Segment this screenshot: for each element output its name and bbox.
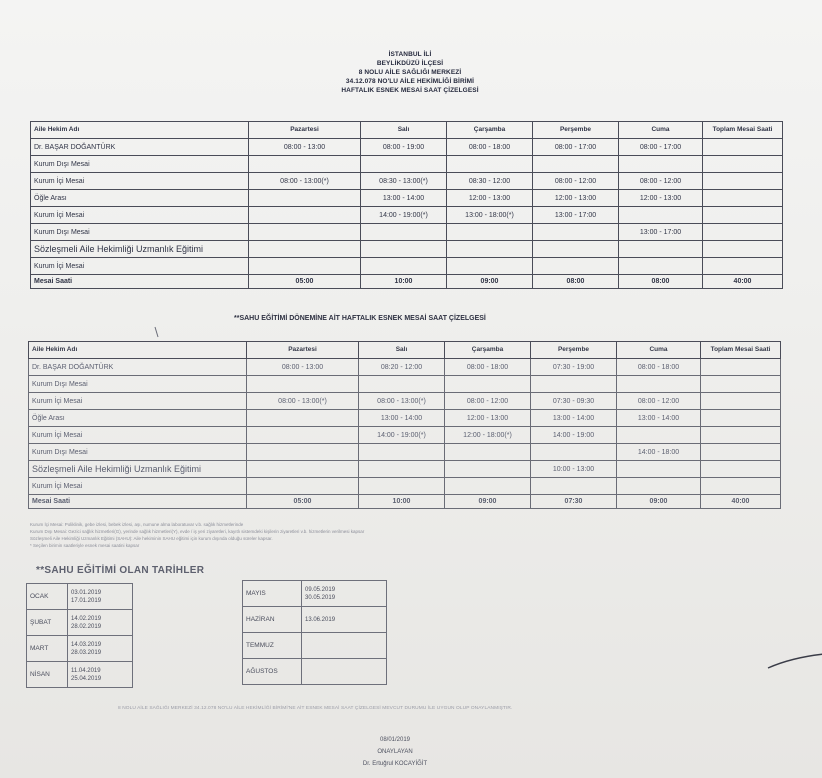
date-cell (68, 584, 133, 610)
schedule-cell (249, 156, 361, 173)
date-row (243, 659, 387, 685)
date-row (243, 607, 387, 633)
schedule-cell (617, 478, 701, 495)
schedule-cell: 08:00 - 12:00 (619, 173, 703, 190)
schedule-cell (701, 444, 781, 461)
date-cell (68, 610, 133, 636)
table-row (29, 478, 781, 495)
col-header: Toplam Mesai Saati (703, 122, 783, 139)
schedule-cell: 08:00 - 17:00 (533, 139, 619, 156)
schedule-cell: 07:30 - 19:00 (531, 359, 617, 376)
row-label: Kurum Dışı Mesai (29, 376, 247, 393)
schedule-cell: 08:00 - 13:00(*) (359, 393, 445, 410)
pen-mark (766, 652, 822, 670)
schedule-cell: 08:30 - 12:00 (447, 173, 533, 190)
month-label: AĞUSTOS (243, 659, 302, 685)
schedule-cell: 10:00 - 13:00 (531, 461, 617, 478)
schedule-cell: 08:30 - 13:00(*) (361, 173, 447, 190)
schedule-cell: 12:00 - 13:00 (533, 190, 619, 207)
schedule-cell (533, 156, 619, 173)
schedule-cell (701, 478, 781, 495)
row-label: Kurum Dışı Mesai (31, 224, 249, 241)
date-row (27, 636, 133, 662)
date-cell (68, 636, 133, 662)
schedule-cell: 08:00 - 13:00(*) (247, 393, 359, 410)
schedule-cell: 13:00 - 14:00 (361, 190, 447, 207)
schedule-cell (249, 258, 361, 275)
schedule-cell (701, 461, 781, 478)
schedule-cell: 08:00 - 12:00 (445, 393, 531, 410)
schedule-cell (619, 156, 703, 173)
sahu-dates-table-right (242, 580, 387, 685)
row-label: Kurum İçi Mesai (31, 207, 249, 224)
approval-date: 08/01/2019 (379, 737, 411, 743)
row-label: Sözleşmeli Aile Hekimliği Uzmanlık Eğitimi (31, 241, 249, 258)
note-line: Sözleşmeli Aile Hekimliği Uzmanlık Eğitimi (SAHU): Aile hekiminin SAHU eğitimi için kurum dışında olduğu süreler kapsar. (30, 536, 273, 541)
schedule-cell: 08:20 - 12:00 (359, 359, 445, 376)
row-label: Kurum İçi Mesai (31, 173, 249, 190)
date-row (27, 584, 133, 610)
month-label: TEMMUZ (243, 633, 302, 659)
col-header: Cuma (617, 342, 701, 359)
table-row (31, 241, 783, 258)
total-label: Mesai Saati (31, 275, 249, 289)
col-header: Aile Hekim Adı (29, 342, 247, 359)
date-cell (302, 633, 387, 659)
table-row (31, 173, 783, 190)
schedule-cell (247, 376, 359, 393)
col-header: Pazartesi (247, 342, 359, 359)
schedule-cell: 08:00 - 19:00 (361, 139, 447, 156)
pen-mark (154, 326, 160, 338)
date-cell (302, 581, 387, 607)
table-row (29, 359, 781, 376)
total-cell: 08:00 (533, 275, 619, 289)
document-header (250, 50, 570, 95)
approval-label: ONAYLAYAN (377, 749, 413, 755)
schedule-cell (701, 359, 781, 376)
header-district: BEYLİKDÜZÜ İLÇESİ (376, 60, 444, 67)
schedule-cell (703, 173, 783, 190)
schedule-cell (361, 241, 447, 258)
schedule-cell (531, 444, 617, 461)
col-header: Salı (361, 122, 447, 139)
month-label: NİSAN (27, 662, 68, 688)
col-header: Pazartesi (249, 122, 361, 139)
month-label: MAYIS (243, 581, 302, 607)
schedule-cell (447, 156, 533, 173)
schedule-cell (247, 427, 359, 444)
schedule-cell (533, 241, 619, 258)
schedule-cell (703, 207, 783, 224)
header-unit: 34.12.078 NO'LU AİLE HEKİMLİĞİ BİRİMİ (345, 78, 475, 85)
schedule-cell (247, 410, 359, 427)
schedule-cell (703, 258, 783, 275)
sahu-schedule-table (28, 341, 781, 509)
date-value: 28.02.2019 (71, 623, 102, 630)
row-label: Dr. BAŞAR DOĞANTÜRK (31, 139, 249, 156)
row-label: Öğle Arası (31, 190, 249, 207)
total-cell: 40:00 (703, 275, 783, 289)
schedule-cell (249, 241, 361, 258)
header-province: İSTANBUL İLİ (388, 51, 432, 58)
schedule-cell (359, 376, 445, 393)
table-row (29, 427, 781, 444)
date-cell (302, 659, 387, 685)
col-header: Çarşamba (445, 342, 531, 359)
schedule-cell (447, 258, 533, 275)
schedule-cell: 13:00 - 17:00 (619, 224, 703, 241)
schedule-cell (359, 444, 445, 461)
explanatory-notes (30, 521, 364, 549)
schedule-cell (703, 190, 783, 207)
approver-name: Dr. Ertuğrul KOCAYİĞİT (362, 761, 428, 767)
date-row (27, 662, 133, 688)
total-cell: 08:00 (619, 275, 703, 289)
table-row (31, 190, 783, 207)
schedule-cell: 08:00 - 18:00 (617, 359, 701, 376)
schedule-cell (447, 241, 533, 258)
schedule-cell: 08:00 - 13:00 (249, 139, 361, 156)
row-label: Kurum İçi Mesai (31, 258, 249, 275)
row-label: Kurum İçi Mesai (29, 427, 247, 444)
sahu-dates-table-left (26, 583, 133, 688)
schedule-cell (617, 461, 701, 478)
schedule-cell (445, 376, 531, 393)
schedule-cell (361, 258, 447, 275)
schedule-cell (531, 376, 617, 393)
date-row (243, 581, 387, 607)
schedule-cell (531, 478, 617, 495)
col-header: Aile Hekim Adı (31, 122, 249, 139)
schedule-cell: 08:00 - 18:00 (445, 359, 531, 376)
header-title: HAFTALIK ESNEK MESAİ SAAT ÇİZELGESİ (341, 87, 479, 94)
schedule-cell (447, 224, 533, 241)
date-value: 28.03.2019 (71, 649, 102, 656)
total-cell: 10:00 (361, 275, 447, 289)
schedule-cell: 08:00 - 12:00 (617, 393, 701, 410)
row-label: Kurum İçi Mesai (29, 393, 247, 410)
schedule-cell (247, 478, 359, 495)
schedule-cell: 12:00 - 13:00 (445, 410, 531, 427)
schedule-cell (701, 410, 781, 427)
schedule-cell (703, 139, 783, 156)
table-row (31, 139, 783, 156)
schedule-cell (617, 376, 701, 393)
table-row (31, 258, 783, 275)
schedule-cell: 14:00 - 19:00 (531, 427, 617, 444)
schedule-cell (249, 190, 361, 207)
schedule-cell: 08:00 - 12:00 (533, 173, 619, 190)
schedule-cell (701, 393, 781, 410)
row-label: Öğle Arası (29, 410, 247, 427)
schedule-cell (619, 207, 703, 224)
weekly-schedule-table (30, 121, 783, 289)
date-row (27, 610, 133, 636)
schedule-cell (359, 478, 445, 495)
total-cell: 09:00 (445, 495, 531, 509)
table-row (31, 224, 783, 241)
schedule-cell: 12:00 - 18:00(*) (445, 427, 531, 444)
date-value: 14.02.2019 (71, 615, 102, 622)
schedule-cell: 13:00 - 18:00(*) (447, 207, 533, 224)
schedule-cell (617, 427, 701, 444)
schedule-cell: 08:00 - 13:00(*) (249, 173, 361, 190)
total-cell: 07:30 (531, 495, 617, 509)
total-row (31, 275, 783, 289)
table-header-row (29, 342, 781, 359)
schedule-cell (703, 224, 783, 241)
table-row (29, 461, 781, 478)
row-label: Dr. BAŞAR DOĞANTÜRK (29, 359, 247, 376)
total-label: Mesai Saati (29, 495, 247, 509)
schedule-cell: 13:00 - 14:00 (531, 410, 617, 427)
schedule-cell (703, 156, 783, 173)
schedule-cell (359, 461, 445, 478)
schedule-cell: 12:00 - 13:00 (619, 190, 703, 207)
schedule-cell: 14:00 - 18:00 (617, 444, 701, 461)
schedule-cell: 12:00 - 13:00 (447, 190, 533, 207)
col-header: Perşembe (531, 342, 617, 359)
schedule-cell: 07:30 - 09:30 (531, 393, 617, 410)
schedule-cell (533, 258, 619, 275)
month-label: HAZİRAN (243, 607, 302, 633)
table-header-row (31, 122, 783, 139)
schedule-cell (533, 224, 619, 241)
schedule-cell: 14:00 - 19:00(*) (361, 207, 447, 224)
date-value: 25.04.2019 (71, 675, 102, 682)
date-value: 30.05.2019 (305, 594, 336, 601)
schedule-cell (445, 444, 531, 461)
note-line: Kurum Dışı Mesai: Gezici sağlık hizmetleri(G), yerinde sağlık hizmetleri(Y), evde / iş yeri ziyaretleri, kayıtlı sistemdeki kişilerin ziyaretleri v.b. hizmetlerin verilmesi kapsar (30, 529, 365, 534)
total-cell: 10:00 (359, 495, 445, 509)
schedule-cell (619, 258, 703, 275)
schedule-cell: 13:00 - 14:00 (359, 410, 445, 427)
month-label: ŞUBAT (27, 610, 68, 636)
table-row (29, 410, 781, 427)
col-header: Toplam Mesai Saati (701, 342, 781, 359)
schedule-cell (247, 461, 359, 478)
schedule-cell: 08:00 - 18:00 (447, 139, 533, 156)
signature-block (330, 734, 460, 770)
note-line: * Seçilen birimin saatleriyle esnek mesai saatini kapsar (30, 543, 140, 548)
schedule-cell: 13:00 - 17:00 (533, 207, 619, 224)
schedule-cell (703, 241, 783, 258)
schedule-cell (701, 427, 781, 444)
month-label: MART (27, 636, 68, 662)
date-value: 17.01.2019 (71, 597, 102, 604)
schedule-cell (619, 241, 703, 258)
schedule-cell: 08:00 - 17:00 (619, 139, 703, 156)
table-row (31, 156, 783, 173)
schedule-cell (445, 478, 531, 495)
total-cell: 05:00 (249, 275, 361, 289)
date-value: 09.05.2019 (305, 586, 336, 593)
date-row (243, 633, 387, 659)
schedule-cell: 13:00 - 14:00 (617, 410, 701, 427)
schedule-cell: 08:00 - 13:00 (247, 359, 359, 376)
schedule-cell (247, 444, 359, 461)
date-cell (68, 662, 133, 688)
sahu-schedule-title: **SAHU EĞİTİMİ DÖNEMİNE AİT HAFTALIK ESNEK MESAİ SAAT ÇİZELGESİ (234, 315, 486, 322)
table-row (29, 393, 781, 410)
row-label: Sözleşmeli Aile Hekimliği Uzmanlık Eğitimi (29, 461, 247, 478)
date-value: 03.01.2019 (71, 589, 102, 596)
schedule-cell (361, 224, 447, 241)
table-row (29, 444, 781, 461)
date-cell (302, 607, 387, 633)
row-label: Kurum İçi Mesai (29, 478, 247, 495)
note-line: Kurum İçi Mesai: Poliklinik, gebe izlesi, bebek izlesi, aşı, numune alma laboratuvar v.b. sağlık hizmetlerinde (30, 522, 244, 527)
col-header: Çarşamba (447, 122, 533, 139)
schedule-cell (249, 207, 361, 224)
col-header: Salı (359, 342, 445, 359)
total-row (29, 495, 781, 509)
table-row (31, 207, 783, 224)
table-row (29, 376, 781, 393)
row-label: Kurum Dışı Mesai (29, 444, 247, 461)
schedule-cell (701, 376, 781, 393)
schedule-cell (445, 461, 531, 478)
col-header: Perşembe (533, 122, 619, 139)
col-header: Cuma (619, 122, 703, 139)
date-value: 14.03.2019 (71, 641, 102, 648)
approval-statement: 8 NOLU AİLE SAĞLIĞI MERKEZİ 34.12.078 NO'LU AİLE HEKİMLİĞİ BİRİMİ'NE AİT ESNEK MESAİ SAAT ÇİZELGESİ MEVCUT DURUMU İLE UYGUN OLUP ONAYLANMIŞTIR. (118, 706, 513, 711)
total-cell: 09:00 (617, 495, 701, 509)
header-center: 8 NOLU AİLE SAĞLIĞI MERKEZİ (358, 69, 462, 76)
schedule-cell (249, 224, 361, 241)
schedule-cell: 14:00 - 19:00(*) (359, 427, 445, 444)
row-label: Kurum Dışı Mesai (31, 156, 249, 173)
sahu-dates-title: **SAHU EĞİTİMİ OLAN TARİHLER (36, 565, 205, 576)
date-value: 11.04.2019 (71, 667, 101, 674)
month-label: OCAK (27, 584, 68, 610)
total-cell: 40:00 (701, 495, 781, 509)
date-value: 13.06.2019 (305, 616, 336, 623)
total-cell: 05:00 (247, 495, 359, 509)
total-cell: 09:00 (447, 275, 533, 289)
schedule-cell (361, 156, 447, 173)
